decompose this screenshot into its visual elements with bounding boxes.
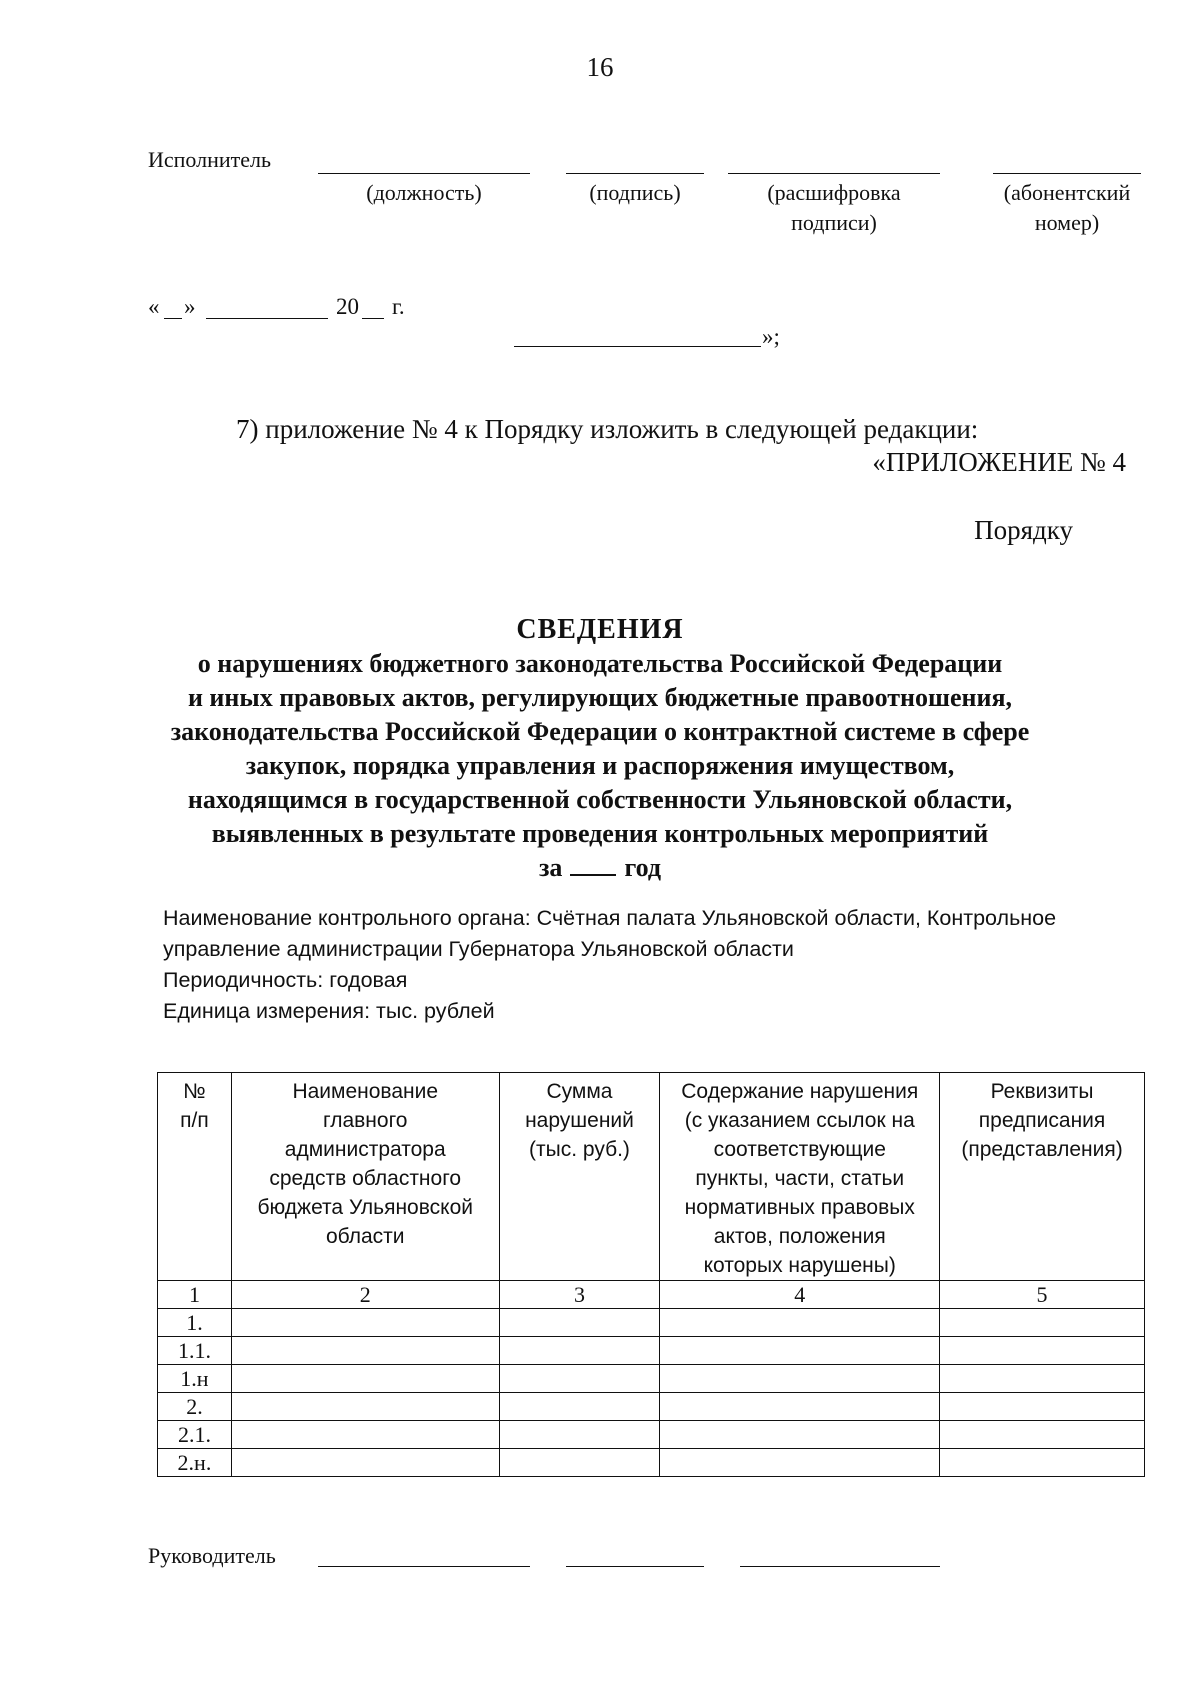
table-row bbox=[158, 1393, 1145, 1421]
item-7-text: 7) приложение № 4 к Порядку изложить в следующей редакции: bbox=[236, 414, 979, 444]
title-line: закупок, порядка управления и распоряжения имуществом, bbox=[245, 751, 955, 780]
table-cell bbox=[499, 1309, 660, 1337]
title-line: о нарушениях бюджетного законодательства Российской Федерации bbox=[197, 649, 1003, 678]
column-number: 5 bbox=[940, 1281, 1145, 1309]
col-header-number: № п/п bbox=[158, 1073, 232, 1281]
executor-label: Исполнитель bbox=[148, 147, 272, 172]
column-number: 4 bbox=[660, 1281, 940, 1309]
table-cell bbox=[231, 1365, 499, 1393]
month-blank bbox=[206, 318, 328, 319]
title-main: СВЕДЕНИЯ bbox=[516, 614, 684, 645]
table-cell bbox=[940, 1449, 1145, 1477]
signature-caption: (подпись) bbox=[589, 180, 681, 205]
year-prefix: 20 bbox=[336, 294, 359, 319]
title-line: законодательства Российской Федерации о контрактной системе в сфере bbox=[170, 717, 1030, 746]
table-cell bbox=[660, 1309, 940, 1337]
document-title bbox=[0, 613, 1200, 885]
row-label: 2.1. bbox=[158, 1421, 232, 1449]
col-header-requisites: Реквизиты предписания (представления) bbox=[940, 1073, 1145, 1281]
title-line: и иных правовых актов, регулирующих бюджетные правоотношения, bbox=[187, 683, 1013, 712]
table-cell bbox=[231, 1449, 499, 1477]
table-cell bbox=[231, 1337, 499, 1365]
decryption-line bbox=[728, 173, 940, 174]
report-meta bbox=[163, 903, 1123, 1027]
violations-table bbox=[157, 1072, 1145, 1477]
periodicity: Периодичность: годовая bbox=[163, 968, 408, 992]
head-position-line bbox=[318, 1566, 530, 1567]
table-row bbox=[158, 1365, 1145, 1393]
signature-line bbox=[566, 173, 704, 174]
phone-caption: (абонентский номер) bbox=[1003, 180, 1131, 235]
table-cell bbox=[231, 1309, 499, 1337]
table-cell bbox=[660, 1365, 940, 1393]
table-cell bbox=[660, 1337, 940, 1365]
position-caption: (должность) bbox=[366, 180, 482, 205]
title-period: за год bbox=[538, 853, 661, 882]
table-cell bbox=[940, 1365, 1145, 1393]
table-cell bbox=[499, 1337, 660, 1365]
table-cell bbox=[940, 1309, 1145, 1337]
column-number: 2 bbox=[231, 1281, 499, 1309]
table-cell bbox=[940, 1337, 1145, 1365]
head-signature-line bbox=[566, 1566, 704, 1567]
column-number: 1 bbox=[158, 1281, 232, 1309]
table-cell bbox=[940, 1421, 1145, 1449]
date-open-quote: « bbox=[148, 294, 160, 319]
title-line: находящимся в государственной собственности Ульяновской области, bbox=[187, 785, 1013, 814]
row-label: 2. bbox=[158, 1393, 232, 1421]
position-line bbox=[318, 173, 530, 174]
row-label: 1.1. bbox=[158, 1337, 232, 1365]
col-header-content: Содержание нарушения (с указанием ссылок на соответствующие пункты, части, статьи нормативных правовых актов, положения которых нарушены) bbox=[660, 1073, 940, 1281]
organ-line: управление администрации Губернатора Ульяновской области bbox=[163, 937, 794, 961]
organ-line: Наименование контрольного органа: Счётная палата Ульяновской области, Контрольное bbox=[163, 906, 1057, 930]
table-row bbox=[158, 1337, 1145, 1365]
appendix-to: Порядку bbox=[974, 515, 1073, 545]
row-label: 2.н. bbox=[158, 1449, 232, 1477]
col-header-amount: Сумма нарушений (тыс. руб.) bbox=[499, 1073, 660, 1281]
column-numbers-row bbox=[158, 1281, 1145, 1309]
table-cell bbox=[660, 1449, 940, 1477]
decryption-caption: (расшифровка подписи) bbox=[767, 180, 901, 235]
phone-line bbox=[993, 173, 1141, 174]
page-number: 16 bbox=[586, 52, 614, 82]
table-row bbox=[158, 1449, 1145, 1477]
table-cell bbox=[660, 1421, 940, 1449]
year-blank bbox=[362, 318, 384, 319]
table-cell bbox=[499, 1421, 660, 1449]
day-blank bbox=[164, 318, 182, 319]
table-cell bbox=[231, 1393, 499, 1421]
head-label: Руководитель bbox=[148, 1543, 276, 1568]
table-cell bbox=[499, 1449, 660, 1477]
head-decryption-line bbox=[740, 1566, 940, 1567]
table-cell bbox=[499, 1365, 660, 1393]
title-line: выявленных в результате проведения контрольных мероприятий bbox=[211, 819, 989, 848]
row-label: 1.н bbox=[158, 1365, 232, 1393]
table-cell bbox=[499, 1393, 660, 1421]
unit: Единица измерения: тыс. рублей bbox=[163, 999, 495, 1023]
table-row bbox=[158, 1309, 1145, 1337]
date-close-quote: » bbox=[184, 294, 196, 319]
column-number: 3 bbox=[499, 1281, 660, 1309]
table-header-row bbox=[158, 1073, 1145, 1281]
closing-mark: »; bbox=[762, 324, 780, 349]
period-blank bbox=[570, 854, 616, 876]
table-cell bbox=[940, 1393, 1145, 1421]
table-cell bbox=[660, 1393, 940, 1421]
table-cell bbox=[231, 1421, 499, 1449]
closing-blank-line bbox=[514, 346, 761, 347]
row-label: 1. bbox=[158, 1309, 232, 1337]
appendix-heading: «ПРИЛОЖЕНИЕ № 4 bbox=[872, 447, 1126, 477]
year-suffix: г. bbox=[392, 294, 405, 319]
col-header-administrator: Наименование главного администратора средств областного бюджета Ульяновской области bbox=[231, 1073, 499, 1281]
table-row bbox=[158, 1421, 1145, 1449]
